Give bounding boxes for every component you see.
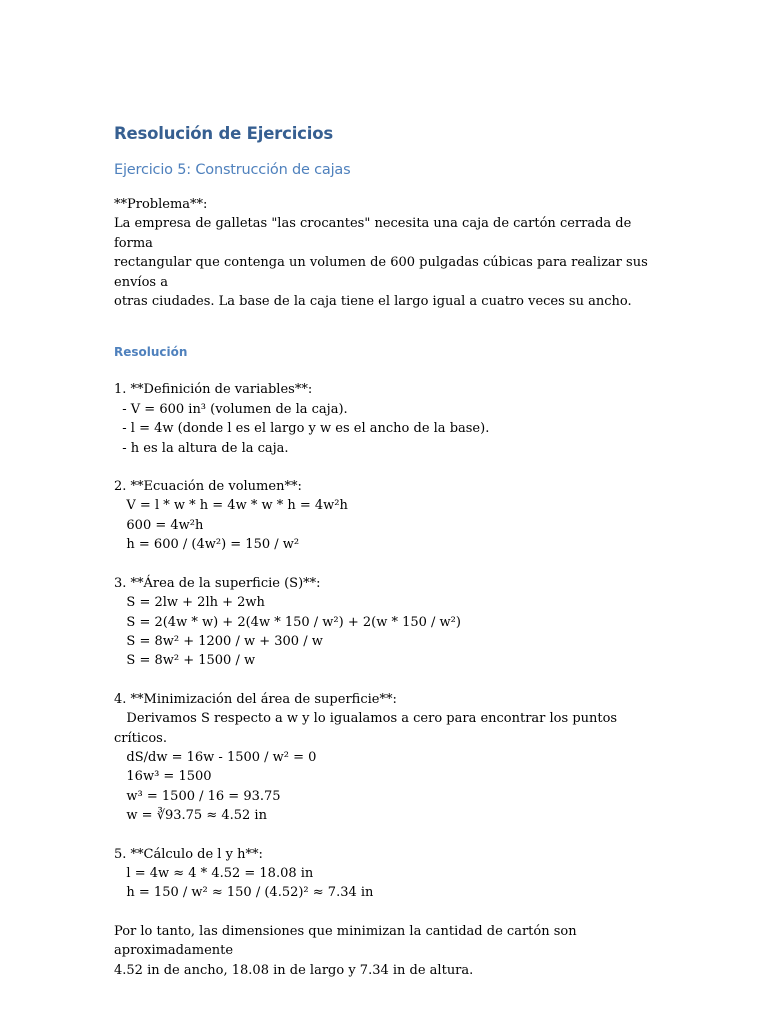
document-title: Resolución de Ejercicios [114,124,333,143]
step-variables: 1. **Definición de variables**: - V = 600 in³ (volumen de la caja). - l = 4w (donde l es el largo y w es el ancho de la base). - h es la altura de la caja. [114,382,490,456]
conclusion: Por lo tanto, las dimensiones que minimizan la cantidad de cartón son aproximadamente 4.52 in de ancho, 18.08 in de largo y 7.34 in de altura. [114,923,577,978]
problem-statement: **Problema**: La empresa de galletas "las crocantes" necesita una caja de cartón cerrada de forma rectangular que contenga un volumen de 600 pulgadas cúbicas para realizar sus envíos a otras ciudades. La base de la caja tiene el largo igual a cuatro veces su ancho. [114,197,648,310]
step-volume-equation: 2. **Ecuación de volumen**: V = l * w * h = 4w * w * h = 4w²h 600 = 4w²h h = 600 / (4w²) = 150 / w² [114,479,348,553]
step-minimization: 4. **Minimización del área de superficie**: Derivamos S respecto a w y lo igualamos a cero para encontrar los puntos críticos. dS/dw = 16w - 1500 / w² = 0 16w³ = 1500 w³ = 1500 / 16 = 93.75 w = ∛93.75 ≈ 4.52 in [114,691,618,824]
step-surface-area: 3. **Área de la superficie (S)**: S = 2lw + 2lh + 2wh S = 2(4w * w) + 2(4w * 150 / w²) + 2(w * 150 / w²) S = 8w² + 1200 / w + 300 / w S = 8w² + 1500 / w [114,575,461,669]
resolution-heading: Resolución [114,345,188,360]
document-body [114,122,654,980]
step-dimensions: 5. **Cálculo de l y h**: l = 4w ≈ 4 * 4.52 = 18.08 in h = 150 / w² ≈ 150 / (4.52)² ≈ 7.34 in [114,846,374,901]
exercise-heading: Ejercicio 5: Construcción de cajas [114,162,351,178]
